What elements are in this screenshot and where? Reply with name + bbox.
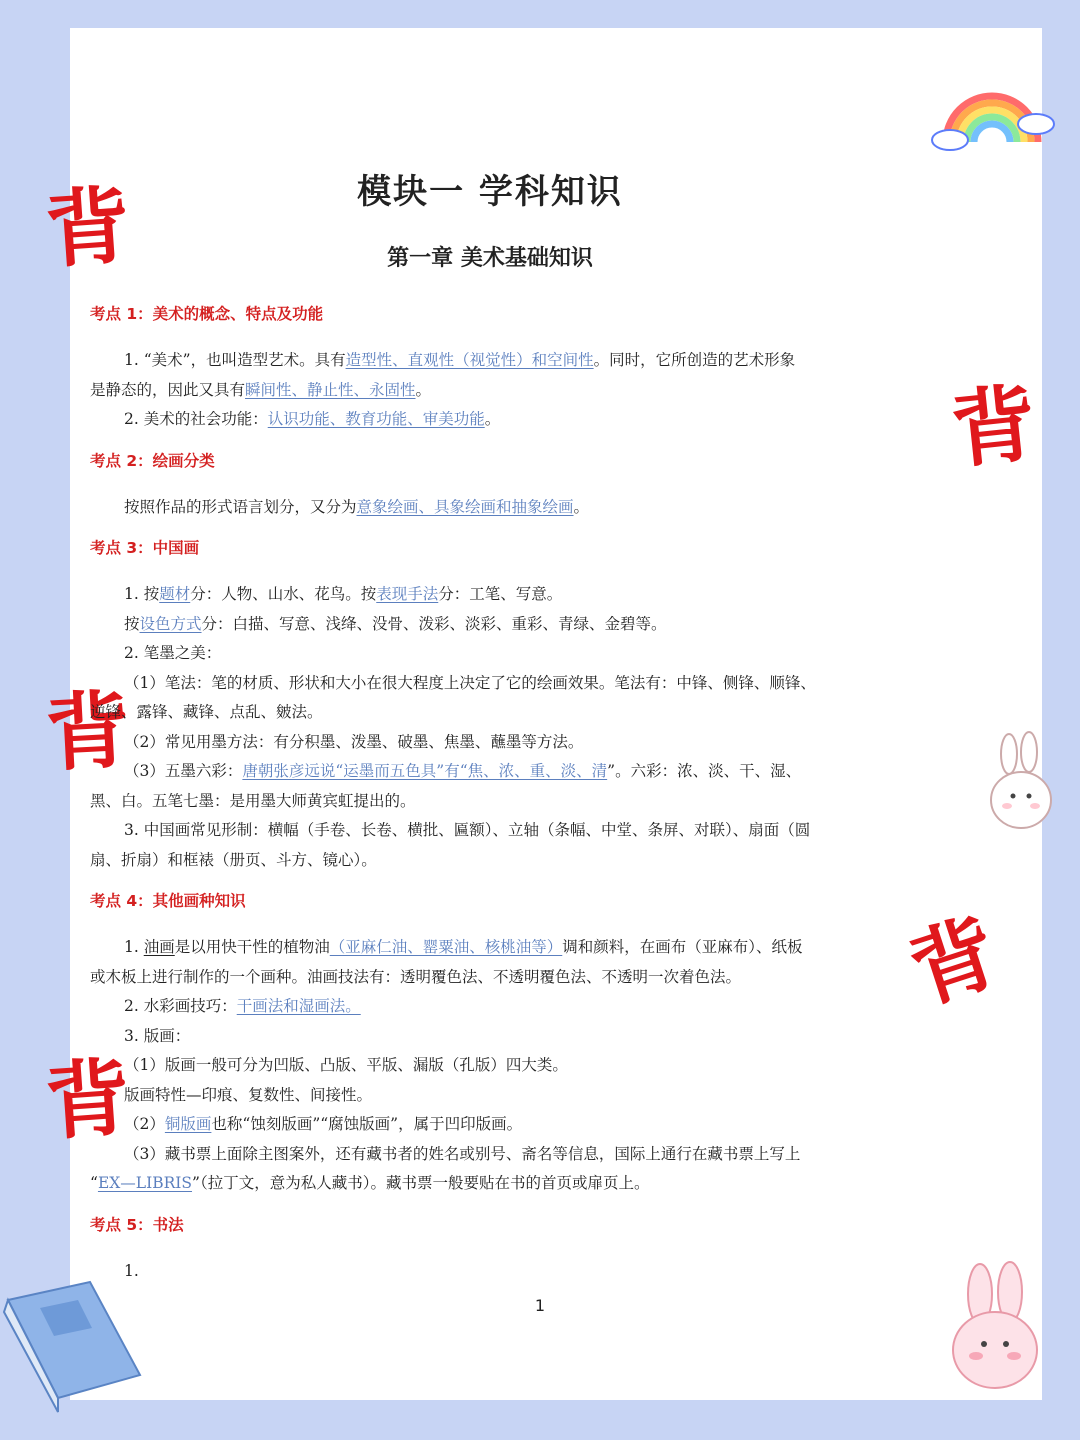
section-heading-4: 考点 4：其他画种知识 [90,892,246,910]
text-run: （3）五墨六彩： [124,762,243,780]
text-run: 调和颜料，在画布（亚麻布）、纸板 [562,938,803,956]
stamp-bei-4: 背 [898,902,1010,1022]
underlined-term: 设色方式 [139,614,202,633]
stamp-bei-1: 背 [42,176,134,280]
section-heading-3: 考点 3：中国画 [90,539,200,557]
text-line: 3. 中国画常见形制：横幅（手卷、长卷、横批、匾额）、立轴（条幅、中堂、条屏、对联）、扇面（圆 [124,821,811,839]
text-run: 分：工笔、写意。 [438,585,563,603]
document-content [90,140,890,1300]
underlined-term: 题材 [159,585,191,603]
section-body-1 [90,346,890,435]
text-run: 。 [484,410,501,428]
text-line [90,376,890,406]
text-line: （2）常见用墨方法：有分积墨、泼墨、破墨、焦墨、蘸墨等方法。 [124,732,584,751]
stamp-bei-3: 背 [43,680,133,784]
text-line: （3）藏书票上面除主图案外，还有藏书者的姓名或别号、斋名等信息，国际上通行在藏书票上写上 [124,1144,801,1163]
page-title: 模块一 学科知识 [357,172,623,212]
text-line: （1）笔法：笔的材质、形状和大小在很大程度上决定了它的绘画效果。笔法有：中锋、侧锋、顺锋、 [124,673,816,692]
bunny-icon [975,730,1055,850]
text-run: ”。六彩：浓、淡、干、湿、 [607,762,802,780]
text-run: 1. “美术”，也叫造型艺术。具有 [124,351,346,369]
text-line: 3. 版画： [124,1026,191,1045]
text-run: 1. 按 [124,585,160,603]
text-line [90,610,890,640]
text-run: 2. 水彩画技巧： [124,997,237,1015]
rainbow-icon [928,80,1058,152]
section-body-3 [90,580,890,875]
underlined-term: 铜版画 [164,1115,212,1133]
text-run: 按 [124,614,140,633]
stamp-bei-5: 背 [42,1048,134,1152]
text-run: 1. [124,938,144,956]
text-line [90,757,890,787]
stamp-bei-2: 背 [947,373,1041,481]
text-run: 。 [415,380,432,399]
underlined-term: 油画 [143,938,175,956]
text-run: 。 [573,497,590,516]
underlined-term: 表现手法 [376,585,439,603]
underlined-term: 唐朝张彦远说“运墨而五色具”有“焦、浓、重、淡、清 [242,762,608,780]
text-run: 分：人物、山水、花鸟。按 [190,585,377,603]
text-line [90,992,890,1022]
page-number: 1 [534,1296,546,1315]
underlined-term: 干画法和湿画法。 [236,997,361,1015]
text-run: 2. 美术的社会功能： [124,410,268,428]
text-line: 版画特性—印痕、复数性、间接性。 [124,1085,373,1104]
text-line: （1）版画一般可分为凹版、凸版、平版、漏版（孔版）四大类。 [124,1056,568,1074]
text-line [90,346,890,376]
underlined-term: 认识功能、教育功能、审美功能 [267,410,485,428]
text-run: ”（拉丁文，意为私人藏书）。藏书票一般要贴在书的首页或扉页上。 [192,1174,650,1192]
text-line: 黑、白。五笔七墨：是用墨大师黄宾虹提出的。 [90,791,416,810]
section-heading-2: 考点 2：绘画分类 [90,451,215,470]
text-run: 分：白描、写意、浅绛、没骨、泼彩、淡彩、重彩、青绿、金碧等。 [201,614,667,633]
text-line: 或木板上进行制作的一个画种。油画技法有：透明覆色法、不透明覆色法、不透明一次着色法。 [90,967,742,986]
text-line [90,493,890,523]
text-run: 也称“蚀刻版画”“腐蚀版画”，属于凹印版画。 [211,1115,523,1133]
text-run: 按照作品的形式语言划分，又分为 [124,497,357,516]
chapter-title: 第一章 美术基础知识 [387,246,593,271]
text-line: 扇、折扇）和框裱（册页、斗方、镜心）。 [90,850,377,869]
underlined-term: 瞬间性、静止性、永固性 [245,380,416,399]
section-heading-5: 考点 5：书法 [90,1215,184,1234]
text-line: 1. [124,1261,139,1280]
underlined-term: （亚麻仁油、罂粟油、核桃油等） [329,938,563,956]
text-run: 是静态的，因此又具有 [90,380,246,399]
section-body-2 [90,493,890,523]
text-line [90,933,890,963]
underlined-term: 意象绘画、具象绘画和抽象绘画 [356,497,574,516]
section-body-4 [90,933,890,1199]
bunny-sticker-icon [940,1258,1050,1398]
text-line: 逆锋、露锋、藏锋、点乱、皴法。 [90,703,323,721]
text-run: 是以用快干性的植物油 [174,938,330,956]
text-run: “ [90,1174,98,1192]
text-line [90,405,890,435]
text-line: 2. 笔墨之美： [124,644,222,662]
text-line [90,580,890,610]
text-line [90,1169,890,1199]
text-run: 。同时，它所创造的艺术形象 [593,351,796,369]
section-heading-1: 考点 1：美术的概念、特点及功能 [90,305,324,323]
underlined-term: 造型性、直观性（视觉性）和空间性 [345,351,594,369]
text-run: （2） [124,1115,165,1133]
section-body-5 [90,1257,890,1287]
underlined-term: EX—LIBRIS [97,1174,193,1192]
text-line [90,1110,890,1140]
